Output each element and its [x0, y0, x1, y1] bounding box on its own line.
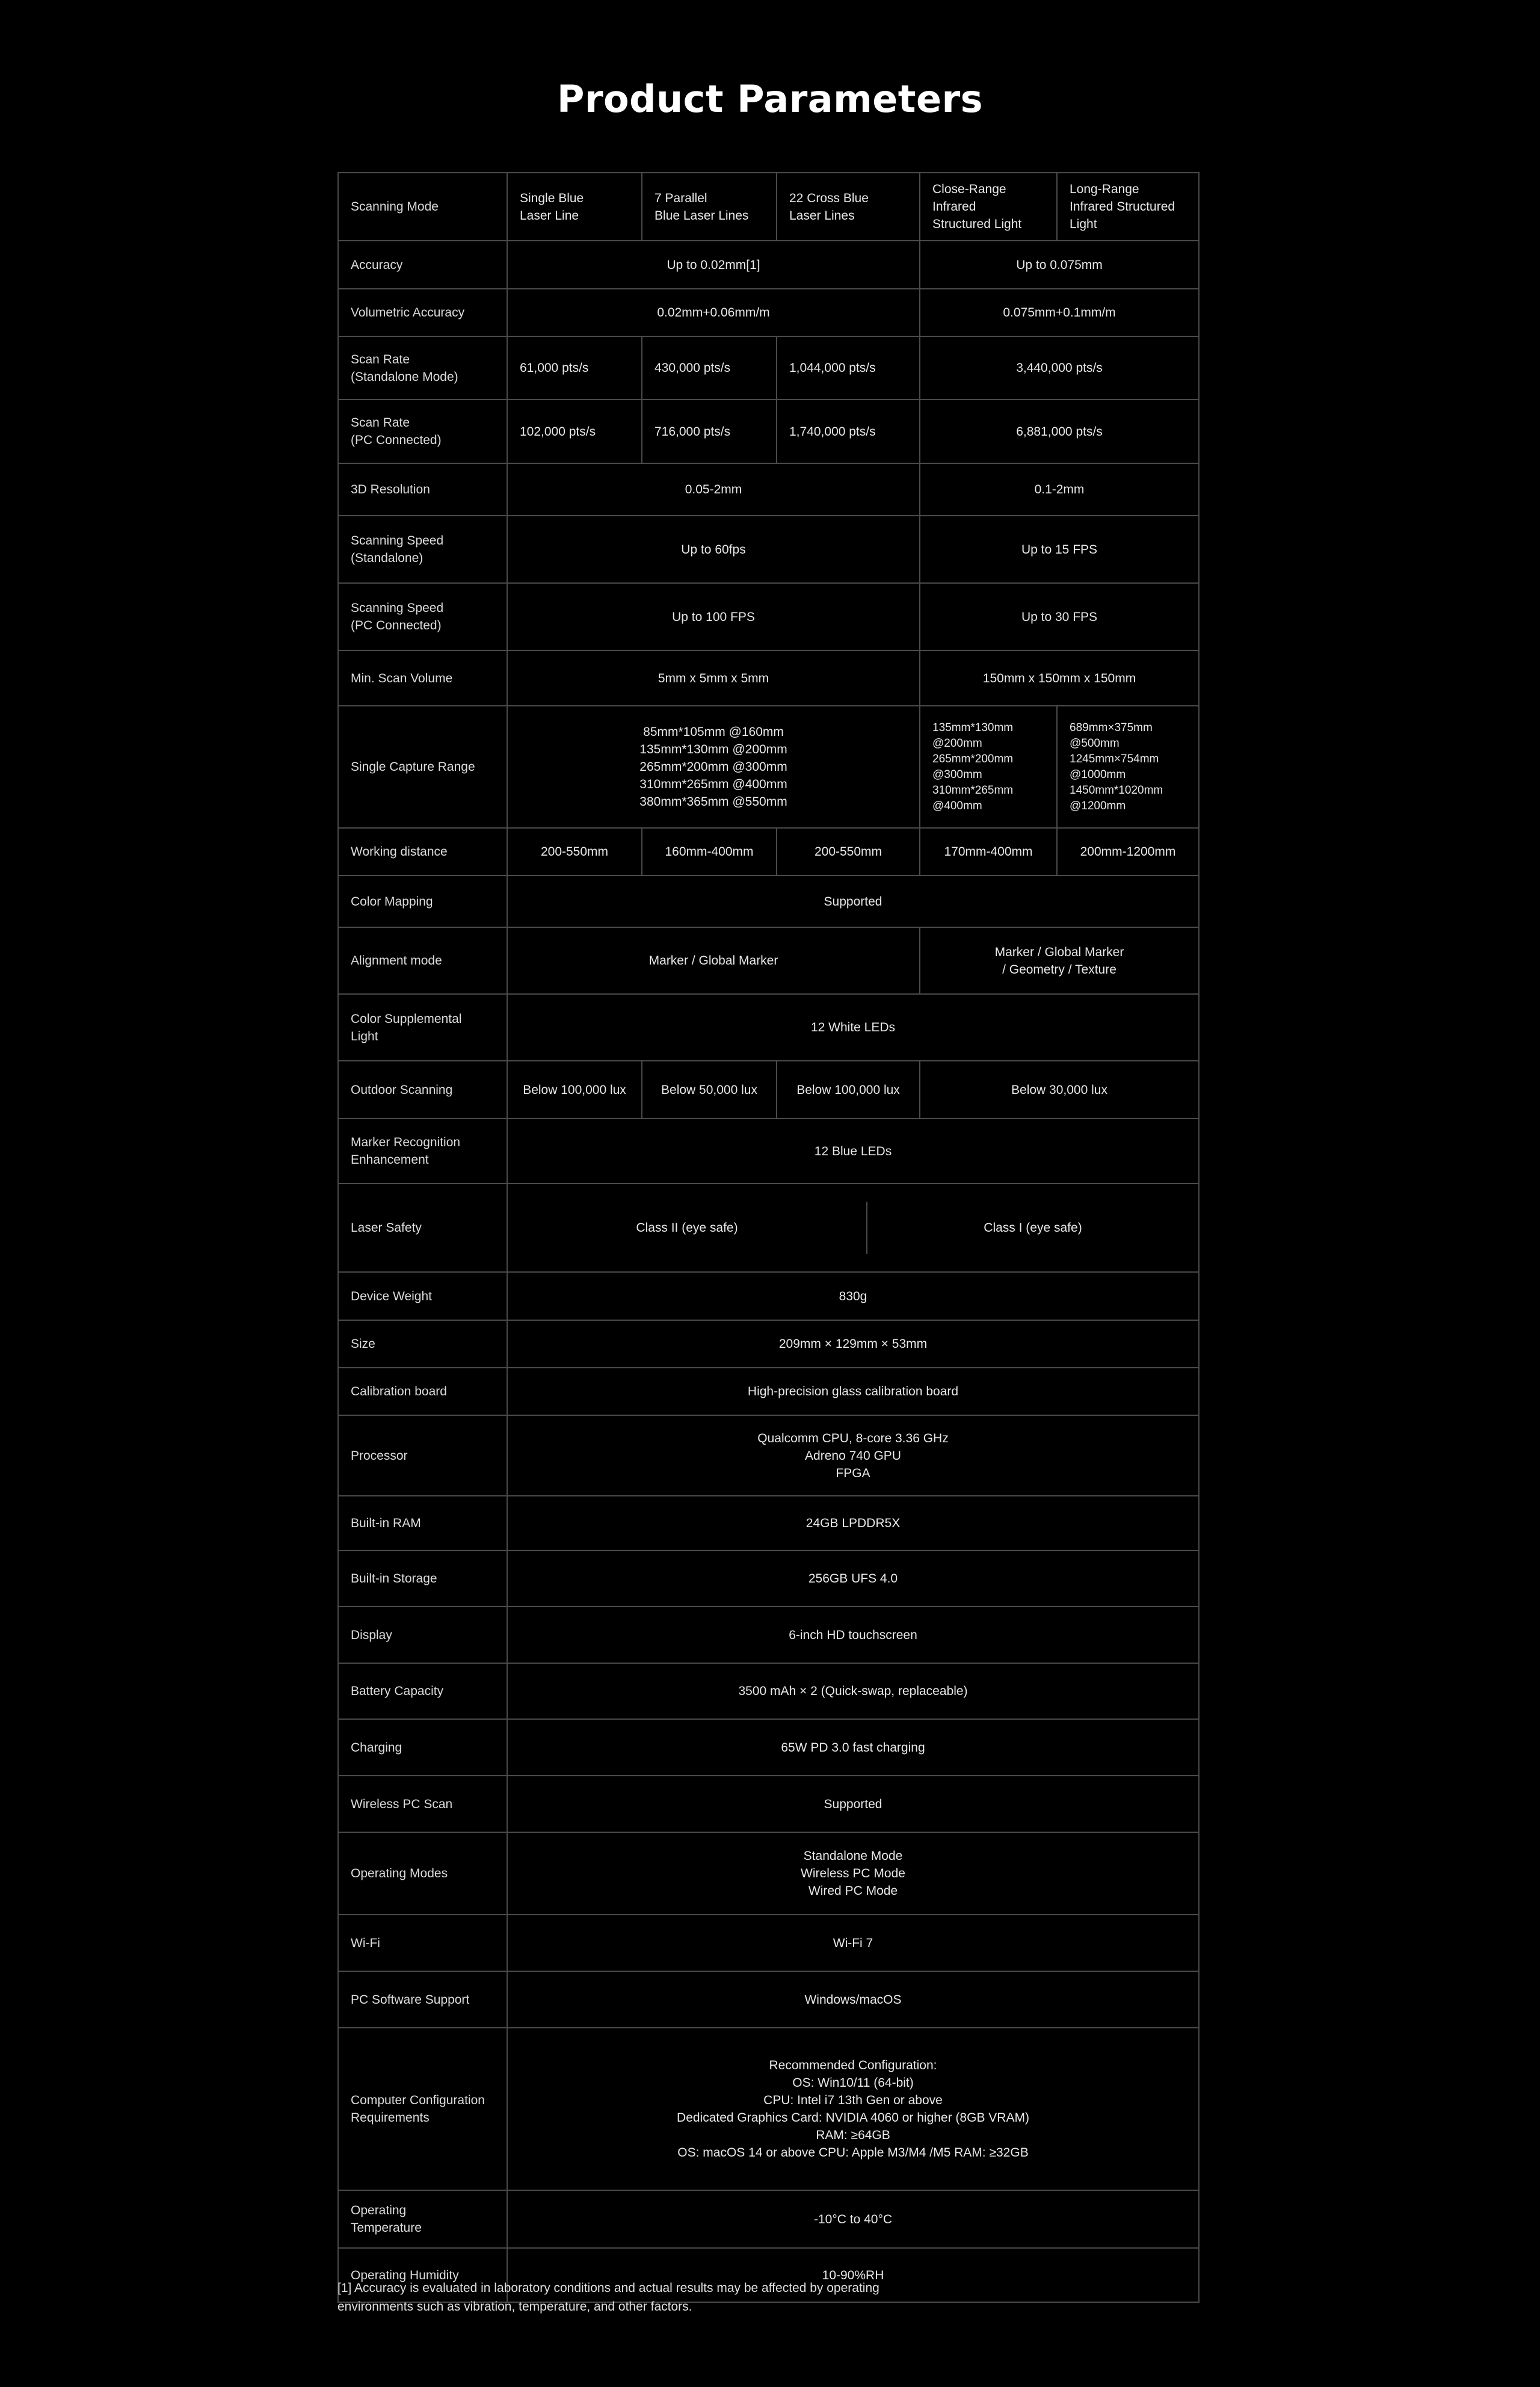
- row-label: Alignment mode: [338, 927, 507, 994]
- table-row-scan-rate-standalone: [338, 336, 1199, 400]
- table-cell: Marker / Global Marker / Geometry / Texture: [920, 927, 1199, 994]
- row-label: 3D Resolution: [338, 463, 507, 516]
- table-cell: Below 50,000 lux: [642, 1061, 777, 1119]
- table-cell: 24GB LPDDR5X: [507, 1496, 1199, 1551]
- table-row-header: [338, 173, 1199, 241]
- table-row-wireless-pc-scan: [338, 1776, 1199, 1832]
- row-label: Display: [338, 1607, 507, 1663]
- row-label: Outdoor Scanning: [338, 1061, 507, 1119]
- table-cell: 6-inch HD touchscreen: [507, 1607, 1199, 1663]
- table-cell: 0.075mm+0.1mm/m: [920, 289, 1199, 336]
- table-cell: 716,000 pts/s: [642, 400, 777, 463]
- row-label: Wi-Fi: [338, 1915, 507, 1971]
- row-label: Operating Temperature: [338, 2190, 507, 2248]
- spec-table: [337, 172, 1200, 2303]
- table-cell: 65W PD 3.0 fast charging: [507, 1719, 1199, 1776]
- table-row-pc-software-support: [338, 1971, 1199, 2028]
- table-cell: Recommended Configuration: OS: Win10/11 (64-bit) CPU: Intel i7 13th Gen or above Dedicated Graphics Card: NVIDIA 4060 or higher (8GB VRAM) RAM: ≥64GB OS: macOS 14 or above CPU: Apple M3/M4 /M5 RAM: ≥32GB: [507, 2028, 1199, 2190]
- table-row-display: [338, 1607, 1199, 1663]
- table-cell: 0.05-2mm: [507, 463, 920, 516]
- table-row-wifi: [338, 1915, 1199, 1971]
- table-cell: 209mm × 129mm × 53mm: [507, 1320, 1199, 1368]
- table-cell: 256GB UFS 4.0: [507, 1551, 1199, 1607]
- page-title: Product Parameters: [557, 77, 983, 121]
- row-label: Working distance: [338, 828, 507, 875]
- table-row-volumetric-accuracy: [338, 289, 1199, 336]
- table-row-accuracy: [338, 241, 1199, 289]
- table-cell: Standalone Mode Wireless PC Mode Wired PC Mode: [507, 1832, 1199, 1915]
- table-row-marker-recognition: [338, 1119, 1199, 1184]
- row-label: Accuracy: [338, 241, 507, 289]
- table-cell: 10-90%RH: [507, 2248, 1199, 2302]
- table-row-operating-temperature: [338, 2190, 1199, 2248]
- table-cell: 22 Cross Blue Laser Lines: [777, 173, 920, 241]
- table-cell: 200-550mm: [507, 828, 642, 875]
- table-cell: Wi-Fi 7: [507, 1915, 1199, 1971]
- row-label: Battery Capacity: [338, 1663, 507, 1719]
- table-cell: Up to 30 FPS: [920, 583, 1199, 650]
- table-cell: 12 White LEDs: [507, 994, 1199, 1061]
- table-cell: 200mm-1200mm: [1057, 828, 1199, 875]
- table-row-min-scan-volume: [338, 650, 1199, 706]
- table-cell: Class I (eye safe): [984, 1221, 1082, 1235]
- table-cell: Below 30,000 lux: [920, 1061, 1199, 1119]
- table-cell: Up to 100 FPS: [507, 583, 920, 650]
- table-cell: Long-Range Infrared Structured Light: [1057, 173, 1199, 241]
- table-cell: 85mm*105mm @160mm 135mm*130mm @200mm 265mm*200mm @300mm 310mm*265mm @400mm 380mm*365mm @550mm: [507, 706, 920, 828]
- table-row-operating-modes: [338, 1832, 1199, 1915]
- row-label: Size: [338, 1320, 507, 1368]
- table-cell: Close-Range Infrared Structured Light: [920, 173, 1057, 241]
- table-row-color-mapping: [338, 875, 1199, 927]
- row-label: Marker Recognition Enhancement: [338, 1119, 507, 1184]
- table-row-device-weight: [338, 1272, 1199, 1320]
- table-cell: 170mm-400mm: [920, 828, 1057, 875]
- table-cell: 150mm x 150mm x 150mm: [920, 650, 1199, 706]
- table-row-computer-configuration: [338, 2028, 1199, 2190]
- table-row-calibration-board: [338, 1368, 1199, 1415]
- table-cell: High-precision glass calibration board: [507, 1368, 1199, 1415]
- row-label: Volumetric Accuracy: [338, 289, 507, 336]
- table-cell: 160mm-400mm: [642, 828, 777, 875]
- row-label: Single Capture Range: [338, 706, 507, 828]
- table-cell: 102,000 pts/s: [507, 400, 642, 463]
- row-label: Operating Humidity: [338, 2248, 507, 2302]
- row-label: Scan Rate (PC Connected): [338, 400, 507, 463]
- table-row-battery-capacity: [338, 1663, 1199, 1719]
- table-row-alignment-mode: [338, 927, 1199, 994]
- table-cell: 0.1-2mm: [920, 463, 1199, 516]
- row-label: Device Weight: [338, 1272, 507, 1320]
- table-cell: 7 Parallel Blue Laser Lines: [642, 173, 777, 241]
- table-cell: 3,440,000 pts/s: [920, 336, 1199, 400]
- table-row-single-capture-range: [338, 706, 1199, 828]
- table-cell: 5mm x 5mm x 5mm: [507, 650, 920, 706]
- row-label: PC Software Support: [338, 1971, 507, 2028]
- table-cell: Single Blue Laser Line: [507, 173, 642, 241]
- table-cell: Class II (eye safe): [508, 1202, 867, 1254]
- row-label: Built-in Storage: [338, 1551, 507, 1607]
- table-cell: Below 100,000 lux: [777, 1061, 920, 1119]
- row-label: Color Mapping: [338, 875, 507, 927]
- table-row-built-in-storage: [338, 1551, 1199, 1607]
- table-row-laser-safety: [338, 1184, 1199, 1272]
- table-row-scanning-speed-pc: [338, 583, 1199, 650]
- table-row-scanning-speed-standalone: [338, 516, 1199, 583]
- table-cell: Up to 0.075mm: [920, 241, 1199, 289]
- row-label: Calibration board: [338, 1368, 507, 1415]
- table-cell: 430,000 pts/s: [642, 336, 777, 400]
- table-cell: 3500 mAh × 2 (Quick-swap, replaceable): [507, 1663, 1199, 1719]
- row-label: Scanning Mode: [338, 173, 507, 241]
- table-cell: 830g: [507, 1272, 1199, 1320]
- table-row-working-distance: [338, 828, 1199, 875]
- table-cell: Qualcomm CPU, 8-core 3.36 GHz Adreno 740 GPU FPGA: [507, 1415, 1199, 1496]
- table-cell: -10°C to 40°C: [507, 2190, 1199, 2248]
- row-label: Charging: [338, 1719, 507, 1776]
- table-cell: Supported: [507, 1776, 1199, 1832]
- table-row-scan-rate-pc: [338, 400, 1199, 463]
- table-cell: Up to 60fps: [507, 516, 920, 583]
- table-cell: 0.02mm+0.06mm/m: [507, 289, 920, 336]
- table-row-color-supplemental-light: [338, 994, 1199, 1061]
- row-label: Scanning Speed (Standalone): [338, 516, 507, 583]
- row-label: Scanning Speed (PC Connected): [338, 583, 507, 650]
- row-label: Wireless PC Scan: [338, 1776, 507, 1832]
- table-row-charging: [338, 1719, 1199, 1776]
- table-cell: 12 Blue LEDs: [507, 1119, 1199, 1184]
- table-cell: 689mm×375mm @500mm 1245mm×754mm @1000mm 1450mm*1020mm @1200mm: [1057, 706, 1199, 828]
- table-row-size: [338, 1320, 1199, 1368]
- table-row-outdoor-scanning: [338, 1061, 1199, 1119]
- row-label: Computer Configuration Requirements: [338, 2028, 507, 2190]
- table-row-processor: [338, 1415, 1199, 1496]
- table-row-3d-resolution: [338, 463, 1199, 516]
- row-label: Processor: [338, 1415, 507, 1496]
- table-cell: Up to 15 FPS: [920, 516, 1199, 583]
- row-label: Color Supplemental Light: [338, 994, 507, 1061]
- table-cell: 61,000 pts/s: [507, 336, 642, 400]
- table-cell: Marker / Global Marker: [507, 927, 920, 994]
- row-label: Operating Modes: [338, 1832, 507, 1915]
- table-cell: 135mm*130mm @200mm 265mm*200mm @300mm 310mm*265mm @400mm: [920, 706, 1057, 828]
- table-cell: 6,881,000 pts/s: [920, 400, 1199, 463]
- table-cell: Windows/macOS: [507, 1971, 1199, 2028]
- table-cell: 200-550mm: [777, 828, 920, 875]
- laser-safety-split: [507, 1184, 1199, 1272]
- table-row-built-in-ram: [338, 1496, 1199, 1551]
- table-cell: 1,044,000 pts/s: [777, 336, 920, 400]
- row-label: Built-in RAM: [338, 1496, 507, 1551]
- footnote: [1] Accuracy is evaluated in laboratory conditions and actual results may be affected by operating environments such as vibration, temperature, and other factors.: [337, 2281, 879, 2314]
- table-cell: Supported: [507, 875, 1199, 927]
- row-label: Scan Rate (Standalone Mode): [338, 336, 507, 400]
- row-label: Min. Scan Volume: [338, 650, 507, 706]
- table-cell: Up to 0.02mm[1]: [507, 241, 920, 289]
- table-cell: 1,740,000 pts/s: [777, 400, 920, 463]
- row-label: Laser Safety: [338, 1184, 507, 1272]
- table-cell: Below 100,000 lux: [507, 1061, 642, 1119]
